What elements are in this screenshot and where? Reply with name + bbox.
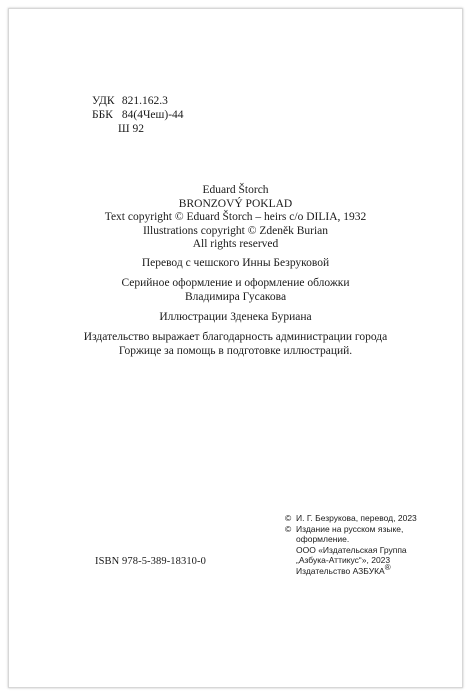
bbk-row	[92, 108, 184, 122]
acknowledgment-line-1: Издательство выражает благодарность администрации города	[83, 331, 388, 343]
copyright-edition-line-1: Издание на русском языке,	[296, 523, 404, 534]
registered-mark: ®	[384, 563, 391, 573]
copyright-translation: И. Г. Безрукова, перевод, 2023	[296, 513, 417, 523]
udk-row	[92, 94, 184, 108]
isbn: ISBN 978-5-389-18310-0	[95, 556, 206, 567]
copyright-symbol: ©	[285, 513, 292, 523]
illustrations-credit: Иллюстрации Зденека Буриана	[159, 311, 312, 323]
bbk-value: 84(4Чеш)-44	[121, 109, 184, 121]
udk-value: 821.162.3	[121, 95, 168, 107]
copyright-edition-line-5	[285, 563, 417, 577]
acknowledgment-line-2: Горжице за помощь в подготовке иллюстраций.	[118, 344, 353, 357]
design-credit	[0, 277, 471, 304]
copyright-item-1	[285, 513, 417, 524]
translation-credit: Перевод с чешского Инны Безруковой	[141, 257, 330, 269]
author-mark: Ш 92	[118, 123, 144, 135]
illustrations-copyright: Illustrations copyright © Zdeněk Burian	[142, 224, 329, 237]
bbk-label: ББК	[92, 109, 113, 121]
acknowledgment	[0, 331, 471, 358]
original-edition-block	[0, 184, 471, 252]
rights-reserved: All rights reserved	[192, 238, 279, 250]
copyright-block	[285, 513, 417, 577]
publisher-name: Издательство АЗБУКА	[296, 565, 385, 576]
copyright-edition-line-2: оформление.	[296, 534, 350, 545]
copyright-edition-line-4: „Азбука-Аттикус“», 2023	[296, 555, 391, 566]
copyright-item-2	[285, 524, 417, 535]
design-line-1: Серийное оформление и оформление обложки	[121, 277, 350, 289]
copyright-edition-line-3: ООО «Издательская Группа	[296, 544, 407, 555]
text-copyright: Text copyright © Eduard Štorch – heirs c/o DILIA, 1932	[104, 211, 367, 223]
udk-label: УДК	[92, 95, 115, 107]
classification-block	[92, 94, 184, 136]
design-line-2: Владимира Гусакова	[184, 290, 287, 303]
copyright-symbol: ©	[285, 523, 292, 534]
original-title: BRONZOVÝ POKLAD	[178, 197, 293, 210]
original-author: Eduard Štorch	[202, 184, 269, 196]
